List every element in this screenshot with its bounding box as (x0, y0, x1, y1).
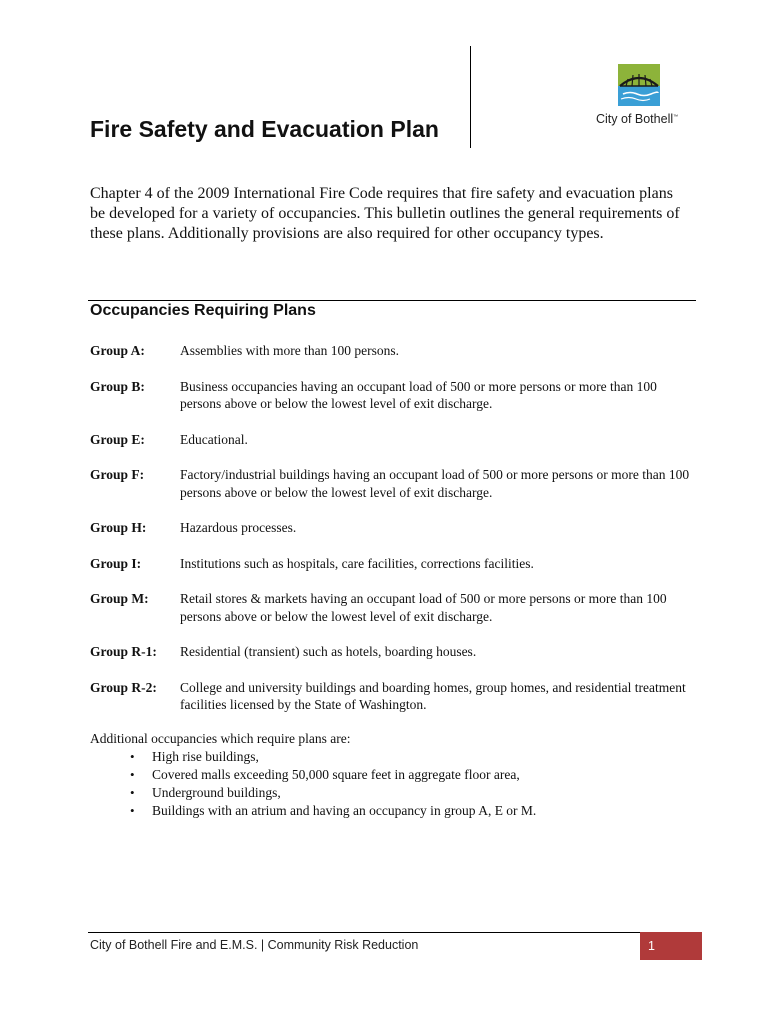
group-label: Group F: (90, 467, 145, 482)
additional-occupancies (90, 730, 690, 820)
group-description: Retail stores & markets having an occupant load of 500 or more persons or more than 100 persons above or below the lowest level of exit discharge. (180, 591, 667, 624)
page-number-badge: 1 (640, 932, 702, 960)
group-row (90, 342, 700, 360)
additional-list (90, 748, 690, 820)
group-description: Assemblies with more than 100 persons. (180, 343, 399, 358)
list-item: • Underground buildings, (152, 784, 690, 802)
group-label: Group A: (90, 343, 145, 358)
group-row (90, 590, 700, 625)
group-label: Group R-2: (90, 679, 157, 695)
group-label: Group H: (90, 520, 147, 535)
section-divider (88, 300, 696, 301)
city-logo (596, 64, 696, 134)
additional-intro: Additional occupancies which require plans are: (90, 731, 351, 746)
group-description: College and university buildings and boarding homes, group homes, and residential treatment facilities licensed by the State of Washington. (180, 679, 686, 712)
group-row (90, 378, 700, 413)
group-description: Residential (transient) such as hotels, boarding houses. (180, 644, 477, 659)
group-label: Group M: (90, 591, 149, 606)
group-label: Group R-1: (90, 644, 157, 659)
footer-text: City of Bothell Fire and E.M.S. | Community Risk Reduction (90, 938, 419, 952)
section-heading: Occupancies Requiring Plans (90, 302, 316, 319)
group-row (90, 679, 700, 714)
group-row (90, 519, 700, 537)
group-row (90, 555, 700, 573)
trademark-mark: ™ (673, 113, 679, 120)
group-row (90, 466, 700, 501)
group-label: Group I: (90, 555, 142, 571)
group-description: Educational. (180, 431, 248, 447)
list-item: • Buildings with an atrium and having an occupancy in group A, E or M. (152, 802, 690, 820)
logo-text-label: City of Bothell (596, 112, 674, 126)
title-divider (470, 46, 471, 148)
group-description: Factory/industrial buildings having an occupant load of 500 or more persons or more than 100 persons above or below the lowest level of exit discharge. (180, 467, 690, 500)
list-item: • High rise buildings, (152, 748, 690, 766)
group-description: Business occupancies having an occupant load of 500 or more persons or more than 100 persons above or below the lowest level of exit discharge. (180, 378, 657, 411)
group-description: Institutions such as hospitals, care facilities, corrections facilities. (180, 555, 534, 571)
group-description: Hazardous processes. (180, 520, 297, 535)
intro-paragraph: Chapter 4 of the 2009 International Fire Code requires that fire safety and evacuation plans be developed for a variety of occupancies. This bulletin outlines the general requirements of these plans. Additionally provisions are also required for other occupancy types. (90, 185, 680, 242)
group-label: Group B: (90, 378, 145, 394)
page-title: Fire Safety and Evacuation Plan (90, 116, 439, 142)
group-label: Group E: (90, 431, 145, 447)
logo-text (596, 112, 679, 126)
list-item: • Covered malls exceeding 50,000 square feet in aggregate floor area, (152, 766, 690, 784)
bridge-logo-icon (618, 64, 660, 106)
group-row (90, 643, 700, 661)
group-row (90, 431, 700, 449)
occupancy-groups-list (90, 342, 700, 732)
footer-divider (88, 932, 698, 933)
